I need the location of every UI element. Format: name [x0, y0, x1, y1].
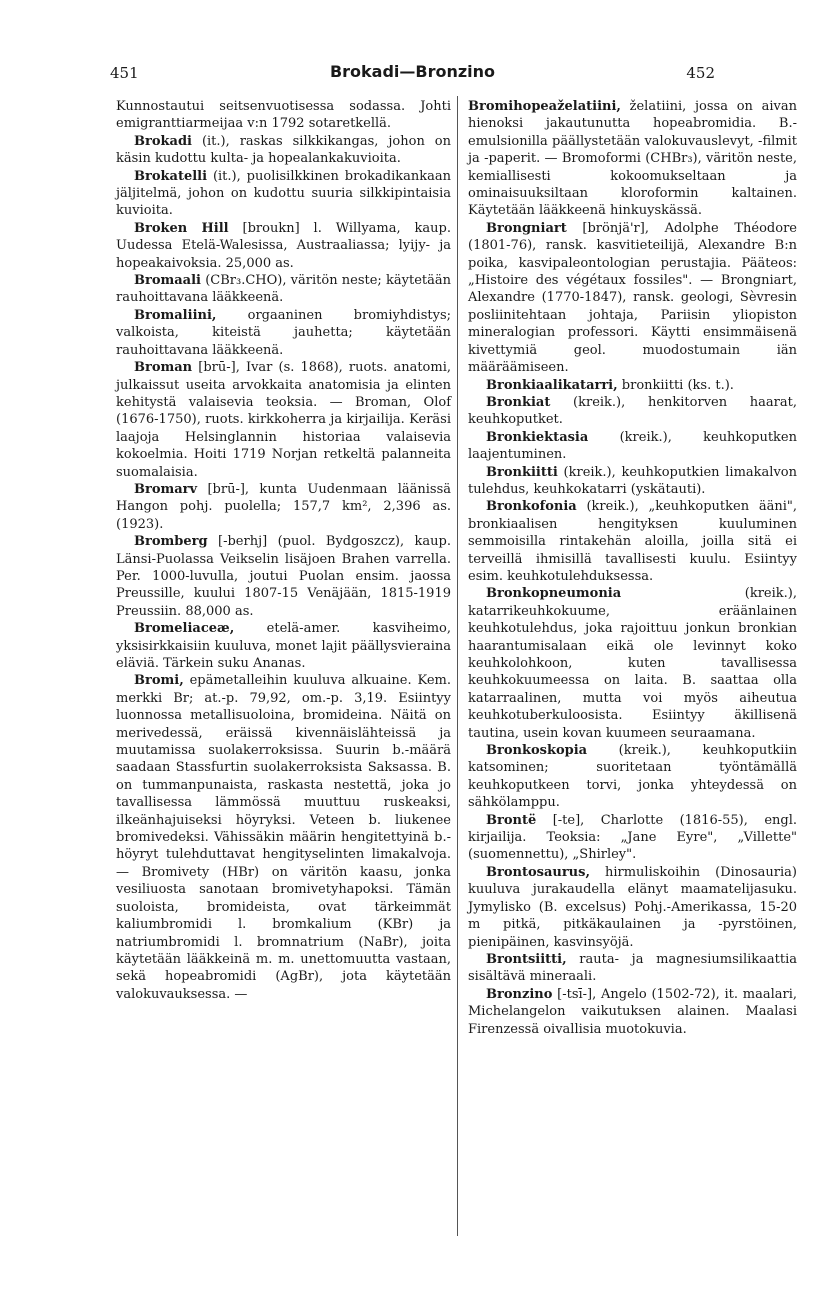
- entry: Bronkiitti (kreik.), keuhkoputkien limakalvon tulehdus, keuhkokatarri (yskätauti).: [468, 464, 797, 497]
- entry: Broman [brū-], Ivar (s. 1868), ruots. anatomi, julkaissut useita arvokkaita anatomisia ja elinten kehitystä valaisevia teoksia. — Broman, Olof (1676-1750), ruots. kirkkoherra ja kirjailija. Keräsi laajoja Helsinglannin historiaa valaisevia kokoelmia. Hoiti 1719 Norjan retkeltä palanneita suomalaisia.: [116, 360, 451, 480]
- entry: Brontosaurus, hirmuliskoihin (Dinosauria) kuuluva jurakaudella elänyt maamatelijasuku. Jymylisko (B. excelsus) Pohj.-Amerikassa, 15-20 m pitkä, pitkäkaulainen ja -pyrstöinen, pienipäinen, kasvinsyöjä.: [468, 864, 797, 950]
- entry: Kunnostautui seitsenvuotisessa sodassa. Johti emigranttiarmeijaa v:n 1792 sotaretkellä.: [116, 99, 451, 132]
- entry: Bronkopneumonia (kreik.), katarrikeuhkokuume, eräänlainen keuhkotulehdus, joka rajoittuu jonkun bronkian haarantumisalaan eikä ole levinnyt koko keuhkolohkoon, kuten tavallisessa keuhkokuumeessa on laita. B. saattaa olla katarraalinen, mutta voi myös aiheutua keuhkotuberkuloosista. Esiintyy äkillisenä tautina, usein kovan kuumeen seuraamana.: [468, 586, 797, 741]
- entry: Bromi, epämetalleihin kuuluva alkuaine. Kem. merkki Br; at.-p. 79,92, om.-p. 3,19. Esiintyy luonnossa metallisuoloina, bromideina. Näitä on merivedessä, eräissä kivennäislähteissä ja muutamissa suolakerroksissa. Suurin b.-määrä saadaan Stassfurtin suolakerroksista Saksassa. B. on tummanpunaista, raskasta nestettä, joka jo tavallisessa lämmössä muuttuu ruskeaksi, ilkeänhajuiseksi höyryksi. Veteen b. liukenee bromivedeksi. Vähissäkin määrin hengitettyinä b.-höyryt tulehduttavat hengityselinten limakalvoja. — Bromivety (HBr) on väritön kaasu, jonka vesiliuosta sanotaan bromivetyhapoksi. Tämän suoloista, bromideista, ovat tärkeimmät kaliumbromidi l. bromkalium (KBr) ja natriumbromidi l. bromnatrium (NaBr), joita käytetään lääkkeinä m. m. unettomuutta vastaan, sekä hopeabromidi (AgBr), jota käytetään valokuvauksessa. —: [116, 673, 451, 1002]
- right-page-number: 452: [686, 64, 715, 82]
- entry: Bronkoskopia (kreik.), keuhkoputkiin katsominen; suoritetaan työntämällä keuhkoputkeen torvi, jonka yhteydessä on sähkölamppu.: [468, 743, 797, 811]
- entry: Brongniart [brönjä'r], Adolphe Théodore (1801-76), ransk. kasvitieteilijä, Alexandre B:n poika, kasvipaleontologian perustajia. Pääteos: „Histoire des végétaux fossiles". — Brongniart, Alexandre (1770-1847), ransk. geologi, Sèvresin posliinitehtaan johtaja, Pariisin yliopiston mineralogian professori. Käytti ensimmäisenä kivettymiä geol. muodostumain iän määräämiseen.: [468, 220, 797, 376]
- left-page-number: 451: [110, 64, 139, 82]
- entry: Bronkiaalikatarri, bronkiitti (ks. t.).: [486, 377, 734, 393]
- entry: Bromarv [brū-], kunta Uudenmaan läänissä Hangon pohj. puolella; 157,7 km², 2,396 as. (1923).: [116, 481, 451, 532]
- entry: Bronkiektasia (kreik.), keuhkoputken laajentuminen.: [468, 429, 797, 463]
- entry: Bromeliaceæ, etelä-amer. kasviheimo, yksisirkkaisiin kuuluva, monet lajit päällysvieraina eläviä. Tärkein suku Ananas.: [116, 621, 451, 671]
- entry: Bronkiat (kreik.), henkitorven haarat, keuhkoputket.: [468, 394, 797, 428]
- entry: Bromberg [-berhj] (puol. Bydgoszcz), kaup. Länsi-Puolassa Veikselin lisäjoen Brahen varrella. Per. 1000-luvulla, joutui Puolan ensim. jaossa Preussille, kuului 1807-15 Venäjään, 1815-1919 Preussiin. 88,000 as.: [116, 534, 451, 619]
- entry: Brokadi (it.), raskas silkkikangas, johon on käsin kudottu kulta- ja hopealankakuvioita.: [116, 133, 451, 167]
- entry: Bromihopeaželatiini, želatiini, jossa on aivan hienoksi jakautunutta hopeabromidia. B.-emulsionilla päällystetään valokuvauslevyt, -filmit ja -paperit. — Bromoformi (CHBr₃), väritön neste, kemiallisesti kokoomukseltaan ja ominaisuuksiltaan kloroformin kaltainen. Käytetään lääkkeenä hinkuyskässä.: [468, 99, 797, 219]
- entry: Bromaali (CBr₃.CHO), väritön neste; käytetään rauhoittavana lääkkeenä.: [116, 273, 451, 306]
- entry: Brontë [-te], Charlotte (1816-55), engl. kirjailija. Teoksia: „Jane Eyre", „Villette" (suomennettu), „Shirley".: [468, 812, 797, 863]
- right-column: [468, 98, 797, 1038]
- page-header: [110, 60, 715, 90]
- entry: Broken Hill [broukn] l. Willyama, kaup. Uudessa Etelä-Walesissa, Austraaliassa; lyijy- ja hopeakaivoksia. 25,000 as.: [116, 220, 451, 271]
- entry: Bronzino [-tsī-], Angelo (1502-72), it. maalari, Michelangelon vaikutuksen alainen. Maalasi Firenzessä oivallisia muotokuvia.: [468, 986, 797, 1037]
- entry: Bromaliini, orgaaninen bromiyhdistys; valkoista, kiteistä jauhetta; käytetään rauhoittavana lääkkeenä.: [116, 307, 451, 358]
- running-head: Brokadi—Bronzino: [329, 62, 496, 81]
- entry: Brokatelli (it.), puolisilkkinen brokadikankaan jäljitelmä, johon on kudottu suuria silkkipintaisia kuvioita.: [116, 168, 451, 219]
- column-divider: [457, 96, 458, 1236]
- left-column: [116, 98, 451, 1003]
- entry: Brontsiitti, rauta- ja magnesiumsilikaattia sisältävä mineraali.: [468, 951, 797, 985]
- entry: Bronkofonia (kreik.), „keuhkoputken ääni", bronkiaalisen hengityksen kuuluminen semmoisilla rintakehän aloilla, joilla sitä ei terveillä ihmisillä tavallisesti kuulu. Esiintyy esim. keuhkotulehduksessa.: [468, 499, 797, 584]
